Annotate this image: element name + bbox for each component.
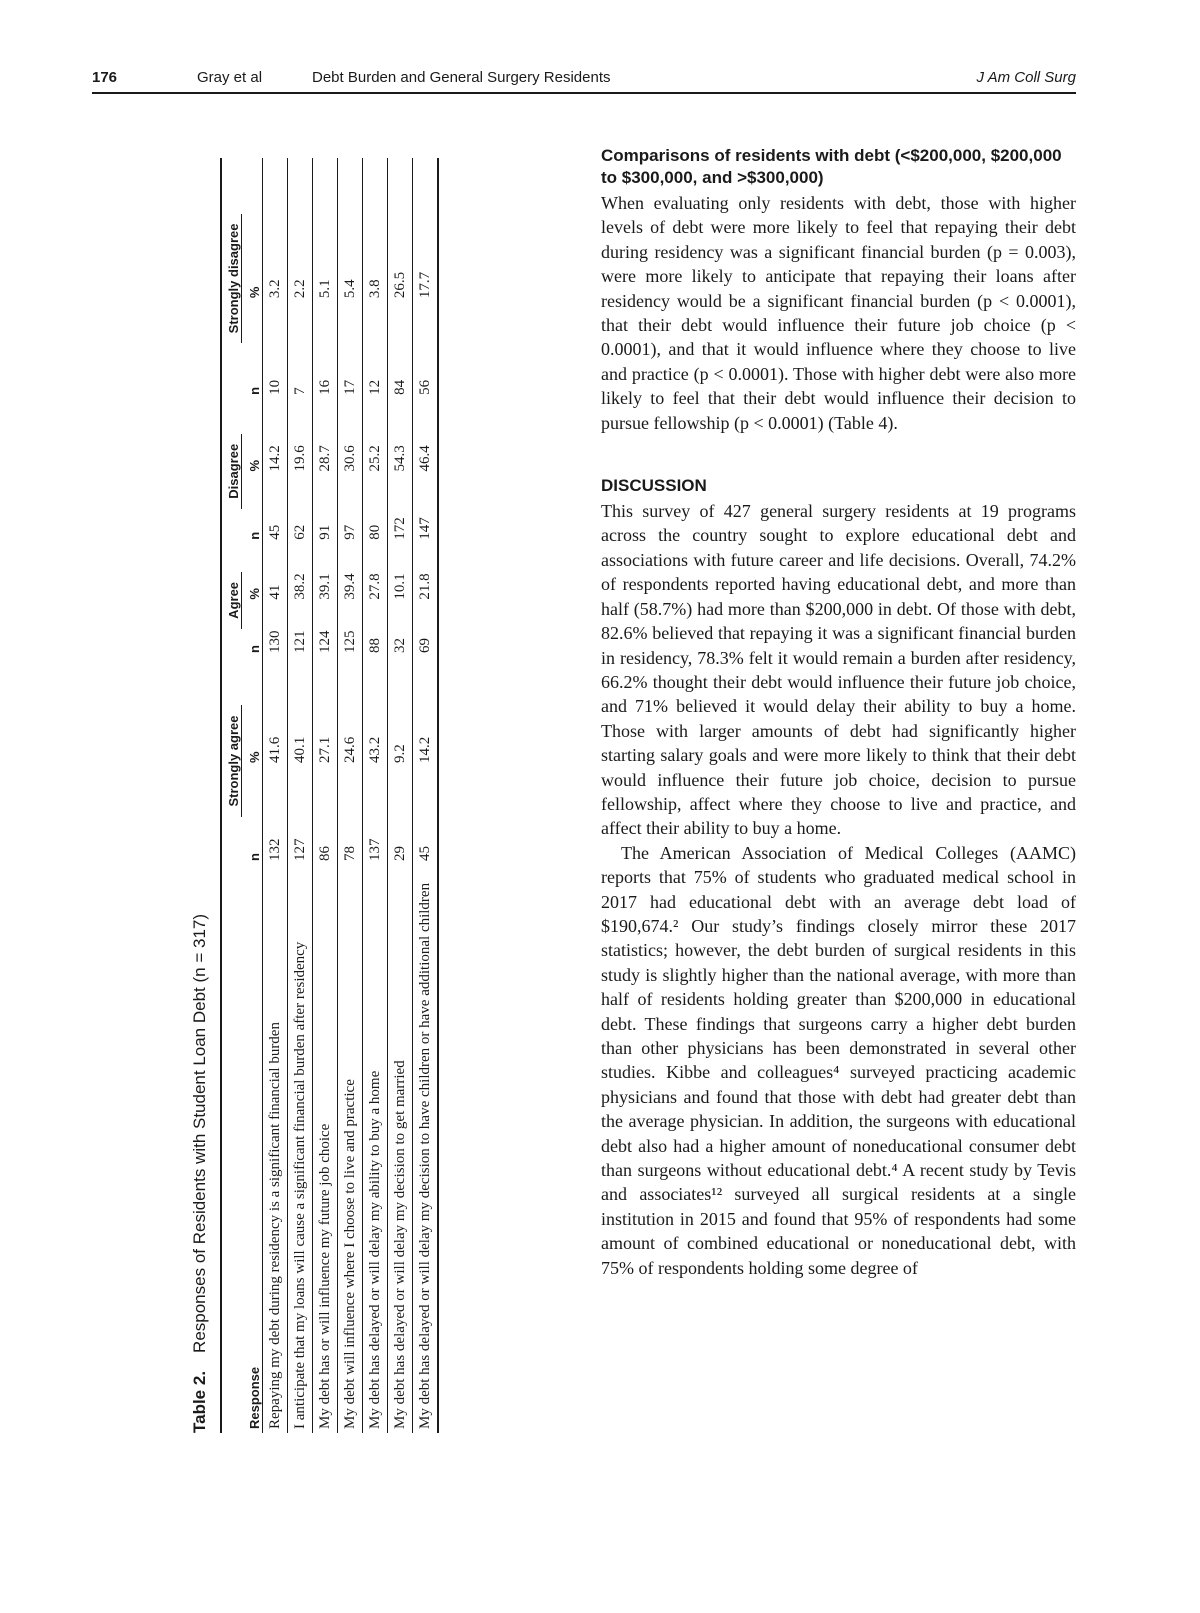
- group-agree: Agree: [221, 544, 242, 657]
- table-row: [338, 158, 363, 1433]
- cell-a-n: 125: [338, 604, 363, 657]
- column-header-n: n: [242, 302, 263, 399]
- cell-sa-p: 24.6: [338, 657, 363, 767]
- discussion-heading: DISCUSSION: [601, 476, 707, 496]
- cell-response: I anticipate that my loans will cause a significant financial burden after residency: [288, 865, 313, 1433]
- right-column: [601, 145, 1076, 1280]
- cell-sd-n: 7: [288, 302, 313, 399]
- table-row: [263, 158, 288, 1433]
- cell-sd-n: 17: [338, 302, 363, 399]
- journal-name: J Am Coll Surg: [976, 69, 1076, 86]
- cell-d-n: 172: [388, 476, 413, 544]
- responses-table: [220, 158, 439, 1433]
- column-header-pct: %: [242, 544, 263, 604]
- cell-a-p: 21.8: [413, 544, 439, 604]
- cell-d-p: 14.2: [263, 399, 288, 476]
- cell-a-n: 124: [313, 604, 338, 657]
- page-number: 176: [92, 69, 118, 86]
- cell-sa-n: 137: [363, 767, 388, 865]
- cell-d-p: 54.3: [388, 399, 413, 476]
- column-header-pct: %: [242, 657, 263, 767]
- cell-d-p: 30.6: [338, 399, 363, 476]
- comparisons-heading: Comparisons of residents with debt (<$200,000, $200,000 to $300,000, and >$300,000): [601, 146, 1062, 187]
- discussion-paragraph-2: The American Association of Medical Colleges (AAMC) reports that 75% of students who graduated medical school in 2017 had educational debt with an average debt load of $190,674.² Our study’s findings closely mirror these 2017 statistics; however, the debt burden of surgical residents in this study is slightly higher than the national average, with more than half of residents holding greater than $200,000 in educational debt. These findings that surgeons carry a higher debt burden than other physicians has been demonstrated in several other studies. Kibbe and colleagues⁴ surveyed practicing academic physicians and found that those with debt had greater debt than the average physician. In addition, the surgeons with educational debt also had a higher amount of noneducational consumer debt than surgeons without educational debt.⁴ A recent study by Tevis and associates¹² surveyed all surgical residents at a single institution in 2015 and found that 95% of respondents had some amount of combined educational or noneducational debt, with 75% of respondents holding some degree of: [601, 842, 1076, 1278]
- running-title: Debt Burden and General Surgery Residents: [312, 69, 611, 86]
- cell-sa-p: 9.2: [388, 657, 413, 767]
- cell-a-p: 27.8: [363, 544, 388, 604]
- cell-sa-n: 127: [288, 767, 313, 865]
- cell-d-n: 80: [363, 476, 388, 544]
- group-strongly-disagree: Strongly disagree: [221, 158, 242, 399]
- cell-d-p: 19.6: [288, 399, 313, 476]
- cell-d-n: 45: [263, 476, 288, 544]
- column-header-pct: %: [242, 158, 263, 302]
- cell-response: My debt will influence where I choose to live and practice: [338, 865, 363, 1433]
- cell-sa-p: 43.2: [363, 657, 388, 767]
- discussion-paragraph-1: This survey of 427 general surgery residents at 19 programs across the country sought to explore educational debt and associations with future career and life decisions. Overall, 74.2% of respondents reported having educational debt, and more than half (58.7%) had more than $200,000 in debt. Of those with debt, 82.6% believed that repaying it was a significant financial burden in residency, 78.3% felt it would remain a burden after residency, 66.2% thought their debt would influence their future job choice, and 71% believed it would delay their ability to buy a home. Those with larger amounts of debt had significantly higher starting salary goals and were more likely to think that their debt would influence their future job choice, decision to pursue fellowship, affect where they choose to live and practice, and affect their ability to buy a home.: [601, 501, 1076, 839]
- cell-sa-n: 78: [338, 767, 363, 865]
- table-label: Table 2.: [190, 1370, 209, 1433]
- cell-a-n: 69: [413, 604, 439, 657]
- table-row: [363, 158, 388, 1433]
- cell-a-p: 10.1: [388, 544, 413, 604]
- cell-response: My debt has delayed or will delay my decision to have children or have additional children: [413, 865, 439, 1433]
- cell-sd-p: 17.7: [413, 158, 439, 302]
- cell-d-n: 91: [313, 476, 338, 544]
- cell-response: Repaying my debt during residency is a significant financial burden: [263, 865, 288, 1433]
- cell-sd-p: 5.4: [338, 158, 363, 302]
- table-2-rotated: [190, 158, 480, 1433]
- cell-sa-p: 14.2: [413, 657, 439, 767]
- cell-sd-p: 5.1: [313, 158, 338, 302]
- cell-sa-p: 40.1: [288, 657, 313, 767]
- cell-sd-p: 2.2: [288, 158, 313, 302]
- cell-d-p: 25.2: [363, 399, 388, 476]
- group-disagree: Disagree: [221, 399, 242, 544]
- cell-sa-n: 86: [313, 767, 338, 865]
- cell-sa-n: 45: [413, 767, 439, 865]
- cell-sa-n: 132: [263, 767, 288, 865]
- header-spacer: [221, 865, 242, 1433]
- cell-a-n: 121: [288, 604, 313, 657]
- column-header-response: Response: [242, 865, 263, 1433]
- column-header-n: n: [242, 767, 263, 865]
- table-row: [388, 158, 413, 1433]
- table-row: [413, 158, 439, 1433]
- cell-a-n: 32: [388, 604, 413, 657]
- cell-response: My debt has delayed or will delay my ability to buy a home: [363, 865, 388, 1433]
- table-caption: [190, 914, 214, 1433]
- cell-a-n: 130: [263, 604, 288, 657]
- table-row: [288, 158, 313, 1433]
- cell-response: My debt has or will influence my future job choice: [313, 865, 338, 1433]
- cell-d-n: 62: [288, 476, 313, 544]
- group-strongly-agree: Strongly agree: [221, 657, 242, 865]
- column-header-n: n: [242, 476, 263, 544]
- comparisons-paragraph: When evaluating only residents with debt, those with higher levels of debt were more likely to feel that repaying their debt during residency was a significant financial burden (p = 0.003), were more likely to anticipate that repaying their loans after residency would be a significant financial burden (p < 0.0001), that their debt would influence their future job choice (p < 0.0001), and that it would influence where they choose to live and practice (p < 0.0001). Those with higher debt were also more likely to feel that their debt would influence their decision to pursue fellowship (p < 0.0001) (Table 4).: [601, 193, 1076, 433]
- cell-sa-p: 27.1: [313, 657, 338, 767]
- table-title: Responses of Residents with Student Loan Debt (n = 317): [190, 913, 209, 1353]
- table-row: [313, 158, 338, 1433]
- running-header: [92, 66, 1076, 94]
- cell-d-n: 97: [338, 476, 363, 544]
- cell-a-p: 39.4: [338, 544, 363, 604]
- column-header-n: n: [242, 604, 263, 657]
- cell-a-p: 38.2: [288, 544, 313, 604]
- cell-a-p: 41: [263, 544, 288, 604]
- cell-sd-n: 12: [363, 302, 388, 399]
- cell-sd-n: 84: [388, 302, 413, 399]
- cell-sd-n: 56: [413, 302, 439, 399]
- cell-sa-p: 41.6: [263, 657, 288, 767]
- cell-d-p: 28.7: [313, 399, 338, 476]
- cell-sd-p: 26.5: [388, 158, 413, 302]
- cell-response: My debt has delayed or will delay my decision to get married: [388, 865, 413, 1433]
- cell-d-p: 46.4: [413, 399, 439, 476]
- cell-a-p: 39.1: [313, 544, 338, 604]
- cell-sd-p: 3.2: [263, 158, 288, 302]
- cell-a-n: 88: [363, 604, 388, 657]
- author-label: Gray et al: [197, 69, 263, 86]
- cell-sa-n: 29: [388, 767, 413, 865]
- column-header-pct: %: [242, 399, 263, 476]
- cell-d-n: 147: [413, 476, 439, 544]
- cell-sd-n: 16: [313, 302, 338, 399]
- cell-sd-n: 10: [263, 302, 288, 399]
- cell-sd-p: 3.8: [363, 158, 388, 302]
